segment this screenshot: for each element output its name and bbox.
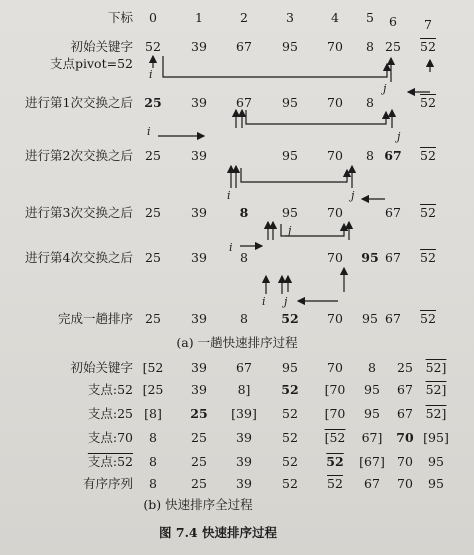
cell-a-r2-c4: 70 — [327, 95, 343, 110]
cell-a-r4-c0: 25 — [145, 205, 161, 220]
cell-a-r0-c2: 67 — [236, 39, 252, 54]
cell-b-r2-c5: 95 — [364, 406, 380, 421]
cell-b-r0-c4: 70 — [327, 360, 343, 375]
cell-a-r3-c6: 67 — [384, 148, 402, 163]
cell-b-r5-c5: 67 — [364, 476, 380, 491]
cell-a-r5-c0: 25 — [145, 250, 161, 265]
index-6: 6 — [389, 14, 397, 29]
pointer-j-row2: j — [351, 189, 355, 202]
cell-b-r5-c1: 25 — [191, 476, 207, 491]
cell-b-r2-c0: [8] — [144, 406, 162, 421]
cell-a-r2-c3: 95 — [282, 95, 298, 110]
row-a-swap3-label: 进行第3次交换之后 — [25, 205, 133, 220]
swap-bracket-row3 — [281, 224, 344, 236]
pointer-i-row1: i — [147, 125, 151, 138]
cell-a-r5-c5: 95 — [361, 250, 379, 265]
row-b-pivot52-label: 支点:52 — [87, 382, 133, 397]
index-7: 7 — [424, 17, 432, 32]
cell-a-r2-c2: 67 — [236, 95, 252, 110]
cell-a-r3-c0: 25 — [145, 148, 161, 163]
cell-a-r2-c1: 39 — [191, 95, 207, 110]
pointer-i-row4: i — [262, 295, 266, 308]
cell-b-r1-c4: [70 — [324, 382, 346, 397]
caption-a: (a) 一趟快速排序过程 — [176, 335, 298, 350]
row-a-swap1-label: 进行第1次交换之后 — [25, 95, 133, 110]
cell-a-r3-c3: 95 — [282, 148, 298, 163]
cell-a-r0-c6: 25 — [385, 39, 401, 54]
cell-b-r0-c7: 52] — [425, 360, 447, 375]
cell-b-r1-c2: 8] — [237, 382, 251, 397]
swap-bracket-row1 — [246, 110, 386, 124]
cell-a-r3-c5: 8 — [366, 148, 374, 163]
cell-a-r4-c3: 95 — [282, 205, 298, 220]
cell-a-r2-c0: 25 — [144, 95, 162, 110]
pointer-i-row0: i — [149, 68, 153, 81]
cell-a-r0-c3: 95 — [282, 39, 298, 54]
index-1: 1 — [195, 10, 203, 25]
cell-a-r6-c7: 52 — [420, 311, 436, 326]
pointer-i-row2: i — [227, 189, 231, 202]
cell-b-r2-c2: [39] — [231, 406, 257, 421]
cell-b-r5-c2: 39 — [236, 476, 252, 491]
row-a-final-label: 完成一趟排序 — [57, 311, 133, 326]
cell-b-r4-c7: 95 — [428, 454, 444, 469]
cell-a-r5-c7: 52 — [420, 250, 436, 265]
cell-b-r3-c1: 25 — [191, 430, 207, 445]
cell-b-r5-c7: 95 — [428, 476, 444, 491]
cell-a-r6-c0: 25 — [145, 311, 161, 326]
cell-a-r5-c2: 8 — [240, 250, 248, 265]
row-a-initial-label: 初始关键字 — [70, 39, 133, 54]
cell-a-r2-c5: 8 — [366, 95, 374, 110]
cell-b-r1-c5: 95 — [364, 382, 380, 397]
cell-a-r0-c0: 52 — [145, 39, 161, 54]
cell-b-r4-c0: 8 — [149, 454, 157, 469]
cell-a-r6-c3: 52 — [281, 311, 299, 326]
cell-b-r0-c1: 39 — [191, 360, 207, 375]
cell-a-r6-c1: 39 — [191, 311, 207, 326]
caption-b: (b) 快速排序全过程 — [143, 497, 253, 512]
cell-a-r6-c5: 95 — [362, 311, 378, 326]
cell-b-r2-c4: [70 — [324, 406, 346, 421]
index-4: 4 — [331, 10, 339, 25]
cell-b-r4-c5: [67] — [359, 454, 385, 469]
cell-b-r0-c6: 25 — [397, 360, 413, 375]
cell-b-r4-c1: 25 — [191, 454, 207, 469]
cell-b-r2-c6: 67 — [397, 406, 413, 421]
row-a-swap4-label: 进行第4次交换之后 — [25, 250, 133, 265]
cell-b-r3-c3: 52 — [282, 430, 298, 445]
cell-a-r4-c4: 70 — [327, 205, 343, 220]
cell-b-r5-c4: 52 — [327, 476, 343, 491]
cell-a-r5-c1: 39 — [191, 250, 207, 265]
cell-b-r1-c6: 67 — [397, 382, 413, 397]
index-row-label: 下标 — [107, 10, 133, 25]
cell-b-r3-c5: 67] — [361, 430, 383, 445]
pointer-i-row3: i — [229, 241, 233, 254]
row-a-pivot-label: 支点pivot=52 — [50, 56, 133, 71]
pointer-j-row0: j — [383, 82, 387, 95]
cell-b-r1-c7: 52] — [425, 382, 447, 397]
cell-a-r3-c1: 39 — [191, 148, 207, 163]
cell-a-r6-c2: 8 — [240, 311, 248, 326]
pointer-j-row4: j — [284, 295, 288, 308]
cell-b-r1-c3: 52 — [281, 382, 299, 397]
cell-a-r4-c1: 39 — [191, 205, 207, 220]
cell-a-r3-c4: 70 — [327, 148, 343, 163]
cell-a-r0-c7: 52 — [420, 39, 436, 54]
figure-caption: 图 7.4 快速排序过程 — [159, 525, 277, 540]
index-3: 3 — [286, 10, 294, 25]
cell-b-r0-c5: 8 — [368, 360, 376, 375]
cell-b-r3-c0: 8 — [149, 430, 157, 445]
cell-a-r4-c2: 8 — [239, 205, 249, 220]
cell-b-r1-c1: 39 — [191, 382, 207, 397]
pointer-j-row1: j — [397, 130, 401, 143]
cell-b-r0-c3: 95 — [282, 360, 298, 375]
swap-bracket-row0 — [163, 56, 387, 77]
cell-b-r3-c4: [52 — [324, 430, 346, 445]
cell-b-r2-c1: 25 — [190, 406, 208, 421]
cell-b-r3-c6: 70 — [396, 430, 414, 445]
cell-a-r4-c7: 52 — [420, 205, 436, 220]
pointer-j-row3: j — [288, 224, 292, 237]
index-2: 2 — [240, 10, 248, 25]
cell-b-r2-c3: 52 — [282, 406, 298, 421]
cell-b-r3-c7: [95] — [423, 430, 449, 445]
cell-a-r3-c7: 52 — [420, 148, 436, 163]
cell-b-r4-c6: 70 — [397, 454, 413, 469]
cell-b-r4-c3: 52 — [282, 454, 298, 469]
cell-a-r0-c5: 8 — [366, 39, 374, 54]
row-b-pivot70-label: 支点:70 — [87, 430, 133, 445]
cell-a-r0-c1: 39 — [191, 39, 207, 54]
cell-a-r4-c6: 67 — [385, 205, 401, 220]
cell-b-r4-c2: 39 — [236, 454, 252, 469]
cell-a-r0-c4: 70 — [327, 39, 343, 54]
index-0: 0 — [149, 10, 157, 25]
row-b-pivot25-label: 支点:25 — [87, 406, 133, 421]
cell-b-r5-c0: 8 — [149, 476, 157, 491]
cell-a-r5-c4: 70 — [327, 250, 343, 265]
cell-b-r3-c2: 39 — [236, 430, 252, 445]
cell-a-r6-c4: 70 — [327, 311, 343, 326]
row-b-pivot52bar-label: 支点:52 — [87, 454, 133, 469]
cell-b-r4-c4: 52 — [326, 454, 344, 469]
row-b-initial-label: 初始关键字 — [70, 360, 133, 375]
index-5: 5 — [366, 10, 374, 25]
row-b-sorted-label: 有序序列 — [82, 476, 133, 491]
cell-b-r0-c0: [52 — [142, 360, 164, 375]
cell-b-r5-c3: 52 — [282, 476, 298, 491]
cell-b-r0-c2: 67 — [236, 360, 252, 375]
cell-a-r5-c6: 67 — [385, 250, 401, 265]
swap-bracket-row2 — [241, 168, 347, 182]
cell-b-r5-c6: 70 — [397, 476, 413, 491]
cell-b-r2-c7: 52] — [425, 406, 447, 421]
row-a-swap2-label: 进行第2次交换之后 — [25, 148, 133, 163]
cell-a-r6-c6: 67 — [385, 311, 401, 326]
cell-a-r2-c7: 52 — [420, 95, 436, 110]
cell-b-r1-c0: [25 — [142, 382, 164, 397]
